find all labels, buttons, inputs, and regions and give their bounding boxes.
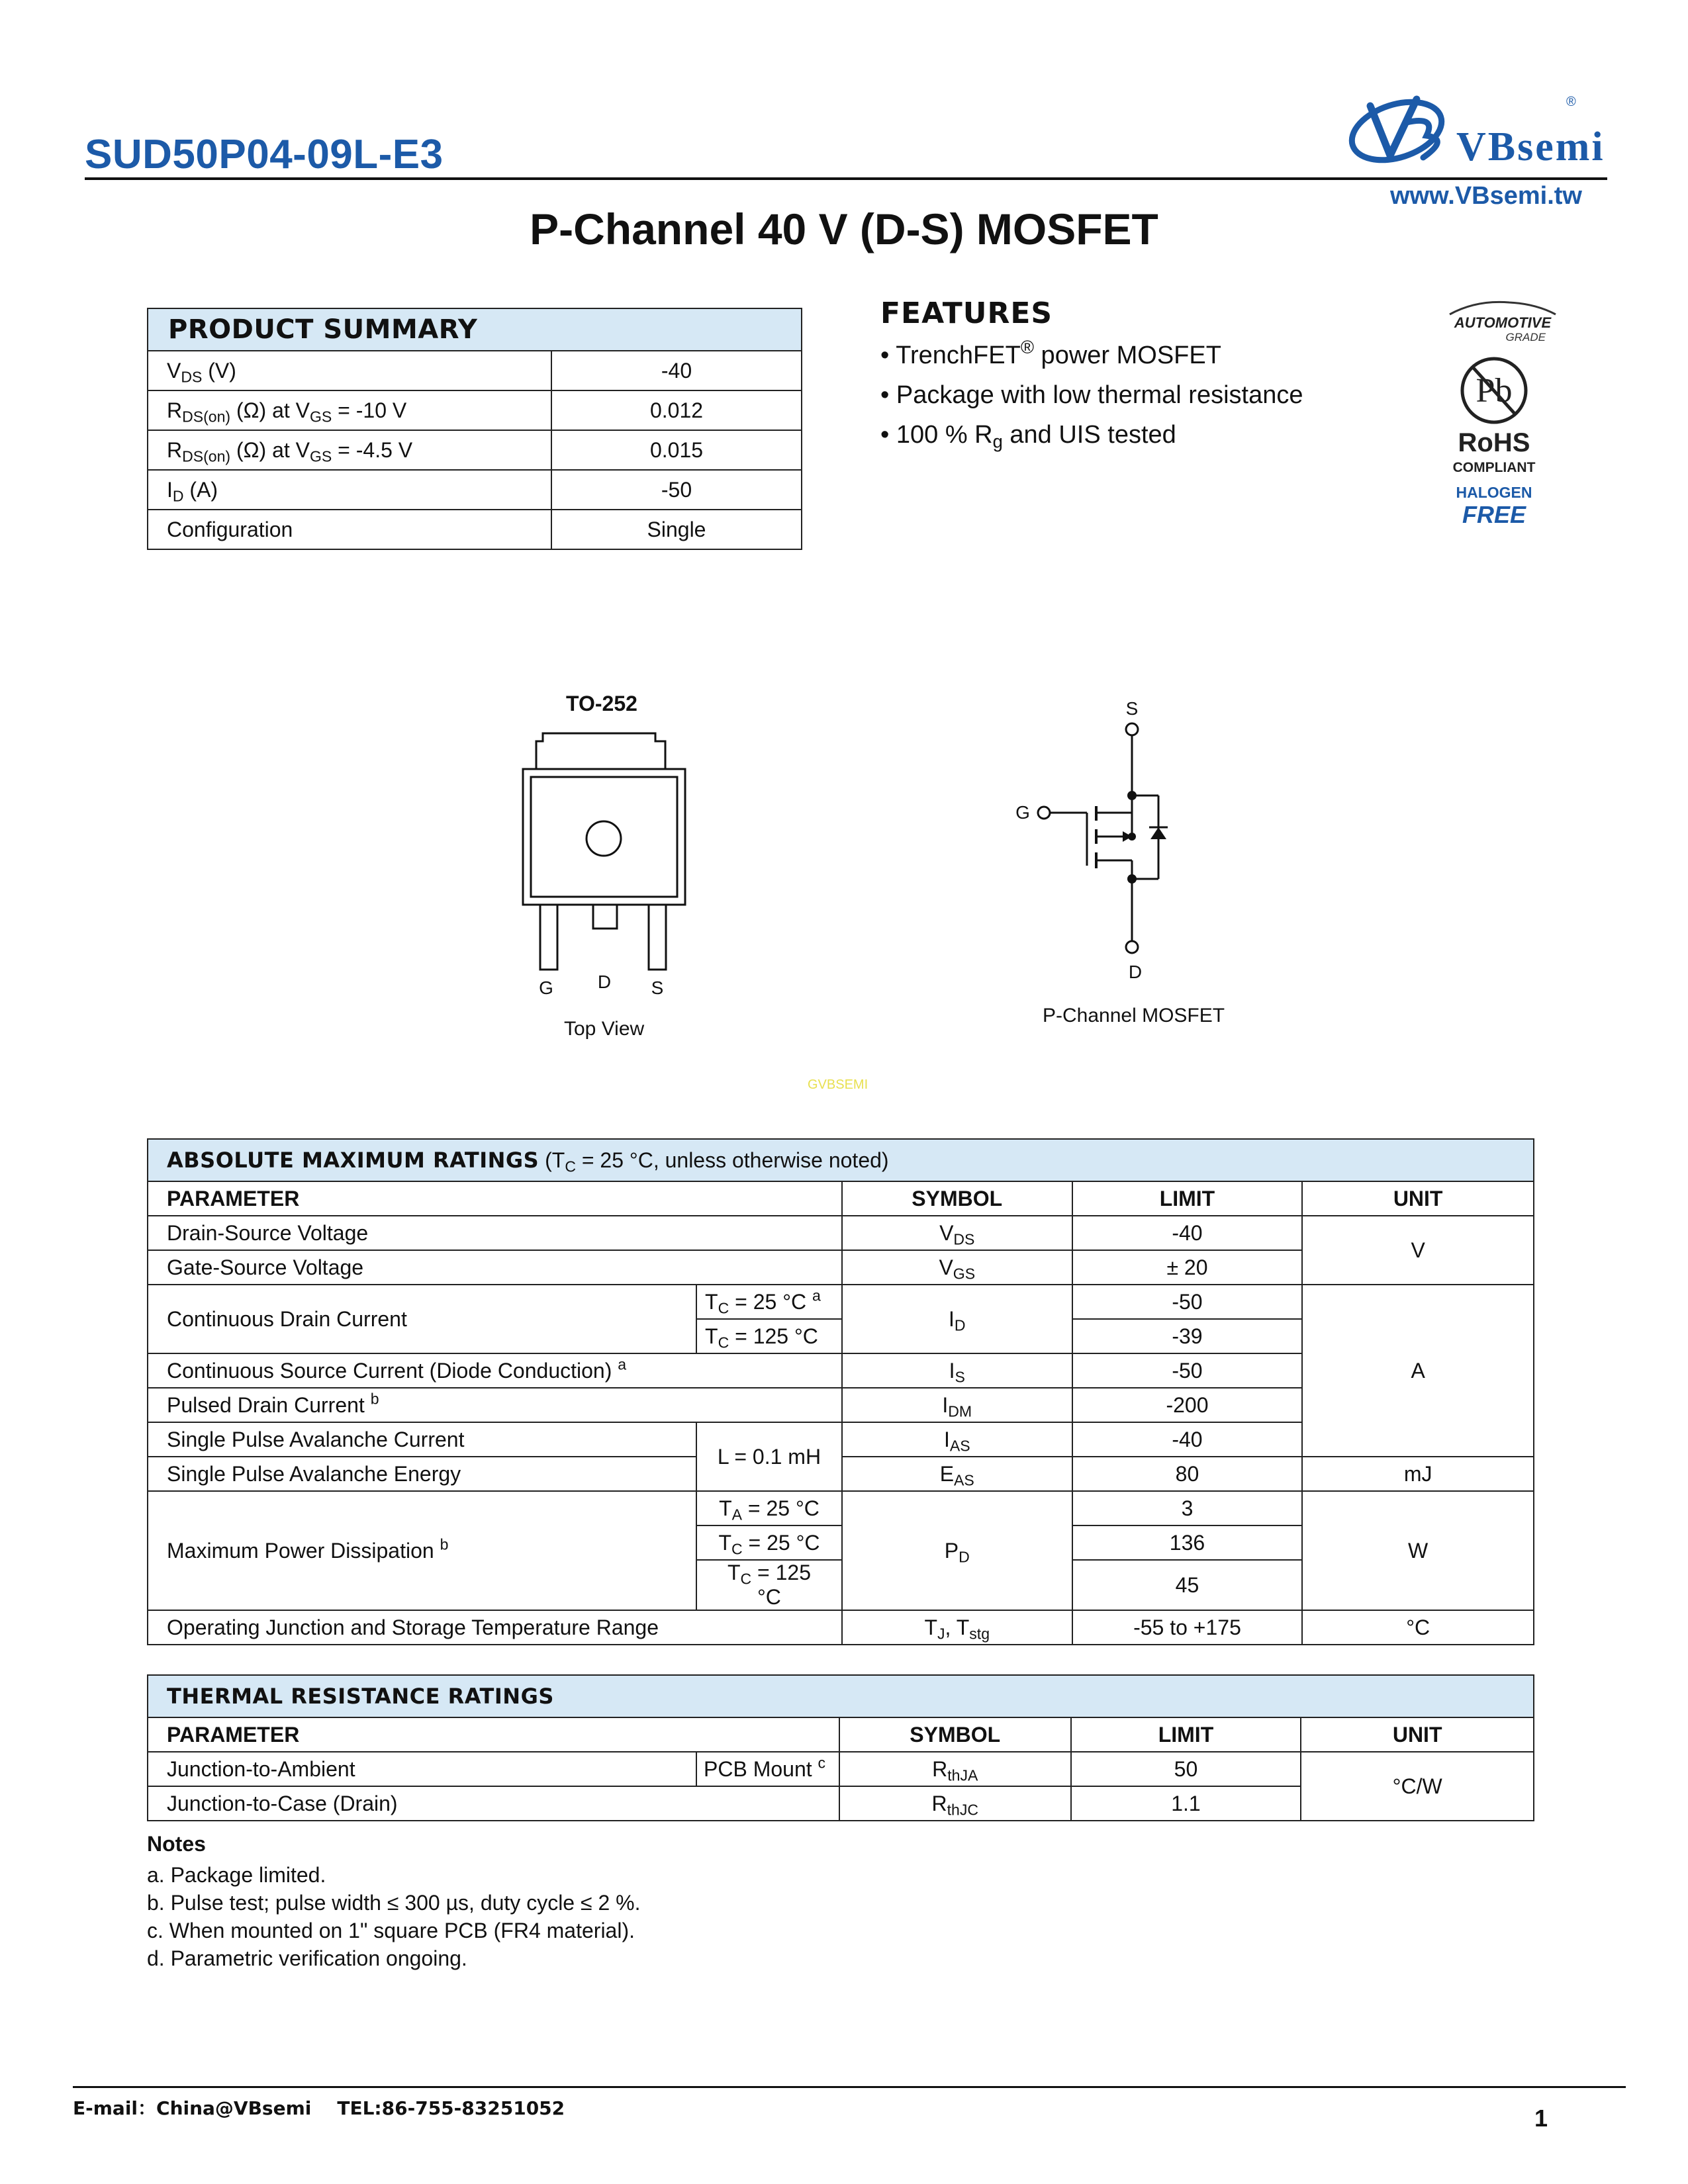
absolute-maximum-ratings-table — [147, 1138, 1534, 1645]
param-cell: Continuous Drain Current — [148, 1285, 696, 1353]
compliance-badges — [1423, 295, 1589, 546]
gate-terminal-label: G — [1015, 802, 1030, 823]
p-channel-mosfet-symbol — [1000, 695, 1198, 993]
automotive-label: AUTOMOTIVE — [1454, 314, 1552, 331]
summary-value: 0.015 — [551, 430, 802, 470]
gate-lead — [540, 905, 557, 970]
pin-s-label: S — [651, 978, 664, 998]
to252-package-drawing — [516, 728, 695, 1006]
drain-terminal-label: D — [1128, 962, 1143, 982]
top-view-caption: Top View — [564, 1018, 645, 1040]
note-item: b. Pulse test; pulse width ≤ 300 µs, duty cycle ≤ 2 %. — [147, 1891, 641, 1915]
note-item: d. Parametric verification ongoing. — [147, 1946, 467, 1970]
symbol-cell: $I_{AS}$ — [842, 1422, 1072, 1457]
notes-list — [147, 1861, 640, 1972]
limit-cell: -50 — [1072, 1285, 1303, 1319]
limit-cell: 136 — [1072, 1525, 1303, 1560]
contact-info: E-mail：China@VBsemi TEL:86-755-83251052 — [73, 2097, 565, 2119]
symbol-cell: $T_J$, $T_{stg}$ — [842, 1610, 1072, 1645]
param-cell: Operating Junction and Storage Temperature Range — [148, 1610, 842, 1645]
limit-cell: -39 — [1072, 1319, 1303, 1353]
part-number: SUD50P04-09L-E3 — [85, 132, 444, 177]
limit-cell: -55 to +175 — [1072, 1610, 1303, 1645]
free-label: FREE — [1462, 501, 1526, 528]
col-parameter: PARAMETER — [148, 1181, 842, 1216]
package-name: TO-252 — [566, 692, 637, 715]
product-summary-title: PRODUCT SUMMARY — [148, 308, 802, 351]
car-silhouette-icon — [1450, 302, 1556, 314]
mounting-hole-icon — [586, 821, 621, 856]
table-row — [148, 1752, 1534, 1786]
param-cell: Single Pulse Avalanche Energy — [148, 1457, 696, 1491]
param-cell: Junction-to-Ambient — [148, 1752, 696, 1786]
table-row — [148, 1216, 1534, 1250]
col-unit: UNIT — [1301, 1717, 1534, 1752]
symbol-cell: $I_S$ — [842, 1353, 1072, 1388]
table-row — [148, 470, 802, 510]
source-terminal-label: S — [1125, 698, 1139, 719]
table-row — [148, 1285, 1534, 1319]
summary-value: -50 — [551, 470, 802, 510]
symbol-cell: $I_{DM}$ — [842, 1388, 1072, 1422]
param-cell: Pulsed Drain Current $^b$ — [148, 1388, 842, 1422]
symbol-cell: $E_{AS}$ — [842, 1457, 1072, 1491]
summary-value: -40 — [551, 351, 802, 390]
param-cell: Drain-Source Voltage — [148, 1216, 842, 1250]
features-title: FEATURES — [880, 296, 1053, 330]
source-lead — [649, 905, 666, 970]
symbol-caption: P-Channel MOSFET — [1043, 1005, 1225, 1026]
symbol-cell: $P_D$ — [842, 1491, 1072, 1610]
note-item: a. Package limited. — [147, 1863, 326, 1887]
notes-title: Notes — [147, 1832, 206, 1856]
param-cell: Continuous Source Current (Diode Conduction) $^a$ — [148, 1353, 842, 1388]
summary-param: $V_{DS}$ (V) — [148, 351, 551, 390]
website-link[interactable]: www.VBsemi.tw — [1390, 182, 1582, 210]
document-title: P-Channel 40 V (D-S) MOSFET — [530, 205, 1158, 253]
amr-header-row — [148, 1181, 1534, 1216]
body-diode-icon — [1150, 827, 1166, 839]
page-number: 1 — [1534, 2105, 1548, 2132]
footer-rule — [73, 2086, 1626, 2088]
condition-cell: $T_A = 25$ °C — [696, 1491, 842, 1525]
symbol-cell: $I_D$ — [842, 1285, 1072, 1353]
drain-tab — [593, 905, 617, 929]
summary-param: Configuration — [148, 510, 551, 549]
feature-item: • 100 % $R_g$ and UIS tested — [880, 417, 1303, 457]
param-cell: Single Pulse Avalanche Current — [148, 1422, 696, 1457]
condition-cell: $T_C = 25$ °C $^a$ — [696, 1285, 842, 1319]
col-symbol: SYMBOL — [839, 1717, 1071, 1752]
thermal-resistance-table — [147, 1674, 1534, 1821]
symbol-cell: $V_{GS}$ — [842, 1250, 1072, 1285]
watermark: GVBSEMI — [808, 1077, 868, 1092]
limit-cell: 45 — [1072, 1560, 1303, 1610]
summary-param: $R_{DS(on)}$ (Ω) at $V_{GS} = -10$ V — [148, 390, 551, 430]
unit-cell: °C/W — [1301, 1752, 1534, 1821]
table-row — [148, 430, 802, 470]
condition-cell: PCB Mount $^c$ — [696, 1752, 839, 1786]
limit-cell: 50 — [1071, 1752, 1301, 1786]
feature-item: • Package with low thermal resistance — [880, 377, 1303, 417]
table-row — [148, 351, 802, 390]
grade-label: GRADE — [1505, 331, 1546, 343]
vbsemi-logo — [1344, 86, 1622, 179]
summary-value: 0.012 — [551, 390, 802, 430]
registered-mark: ® — [1566, 95, 1576, 109]
condition-cell: $T_C = 125$ °C — [696, 1319, 842, 1353]
halogen-label: HALOGEN — [1456, 484, 1532, 501]
logo-text: VBsemi — [1456, 124, 1605, 169]
unit-cell: V — [1302, 1216, 1534, 1285]
limit-cell: 3 — [1072, 1491, 1303, 1525]
limit-cell: ± 20 — [1072, 1250, 1303, 1285]
note-item: c. When mounted on 1" square PCB (FR4 material). — [147, 1919, 635, 1942]
table-row — [148, 510, 802, 549]
product-summary-table — [147, 308, 802, 550]
summary-param: $R_{DS(on)}$ (Ω) at $V_{GS} = -4.5$ V — [148, 430, 551, 470]
summary-param: $I_D$ (A) — [148, 470, 551, 510]
col-parameter: PARAMETER — [148, 1717, 839, 1752]
condition-cell: $T_C = 125$ °C — [696, 1560, 842, 1610]
symbol-cell: $R_{thJC}$ — [839, 1786, 1071, 1821]
unit-cell: °C — [1302, 1610, 1534, 1645]
rohs-label: RoHS — [1458, 428, 1530, 457]
unit-cell: mJ — [1302, 1457, 1534, 1491]
compliant-label: COMPLIANT — [1452, 460, 1536, 475]
col-symbol: SYMBOL — [842, 1181, 1072, 1216]
table-row — [148, 390, 802, 430]
limit-cell: 1.1 — [1071, 1786, 1301, 1821]
limit-cell: -40 — [1072, 1216, 1303, 1250]
pb-label: Pb — [1476, 372, 1513, 410]
table-row — [148, 1491, 1534, 1525]
param-cell: Gate-Source Voltage — [148, 1250, 842, 1285]
pin-g-label: G — [539, 978, 553, 998]
limit-cell: -50 — [1072, 1353, 1303, 1388]
limit-cell: -200 — [1072, 1388, 1303, 1422]
feature-item: • TrenchFET® power MOSFET — [880, 338, 1303, 377]
symbol-cell: $R_{thJA}$ — [839, 1752, 1071, 1786]
thermal-title: THERMAL RESISTANCE RATINGS — [148, 1675, 1534, 1717]
symbol-cell: $V_{DS}$ — [842, 1216, 1072, 1250]
features-list — [880, 338, 1303, 457]
amr-title: ABSOLUTE MAXIMUM RATINGS ($T_C = 25$ °C, unless otherwise noted) — [148, 1139, 1534, 1181]
col-unit: UNIT — [1302, 1181, 1534, 1216]
param-cell: Junction-to-Case (Drain) — [148, 1786, 839, 1821]
condition-cell: L = 0.1 mH — [696, 1422, 842, 1491]
table-row — [148, 1610, 1534, 1645]
thermal-header-row — [148, 1717, 1534, 1752]
col-limit: LIMIT — [1072, 1181, 1303, 1216]
limit-cell: -40 — [1072, 1422, 1303, 1457]
unit-cell: W — [1302, 1491, 1534, 1610]
condition-cell: $T_C = 25$ °C — [696, 1525, 842, 1560]
col-limit: LIMIT — [1071, 1717, 1301, 1752]
pin-d-label: D — [597, 972, 612, 992]
summary-value: Single — [551, 510, 802, 549]
limit-cell: 80 — [1072, 1457, 1303, 1491]
unit-cell: A — [1302, 1285, 1534, 1457]
param-cell: Maximum Power Dissipation $^b$ — [148, 1491, 696, 1610]
